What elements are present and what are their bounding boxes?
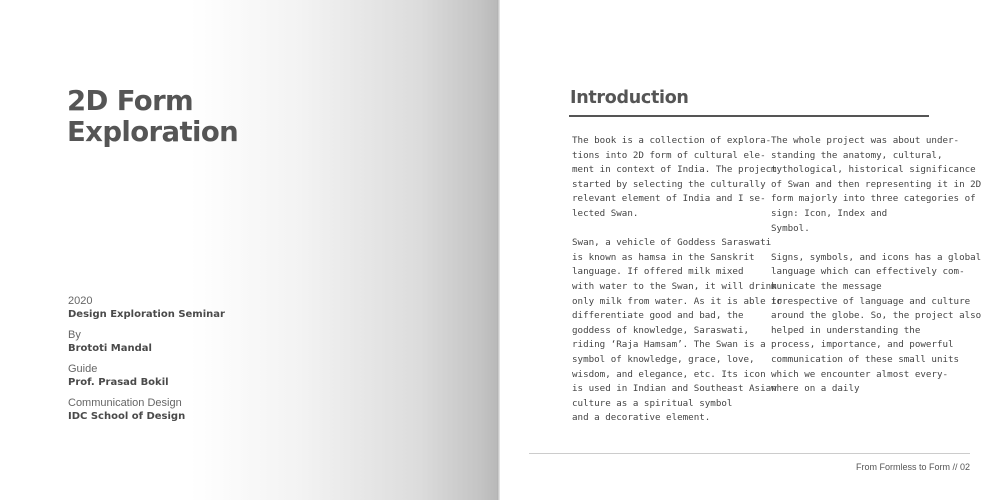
page-footer: From Formless to Form // 02 bbox=[855, 462, 970, 472]
text-line: Signs, symbols, and icons has a global bbox=[771, 251, 982, 263]
text-line: language. If offered milk mixed bbox=[572, 266, 744, 278]
text-line: mythological, historical significance bbox=[771, 164, 976, 176]
text-line: relevant element of India and I se- bbox=[572, 193, 766, 205]
text-line: communication of these small units bbox=[771, 353, 960, 365]
paragraph bbox=[572, 134, 777, 222]
text-line: is used in Indian and Southeast Asian bbox=[572, 383, 777, 395]
footer-divider bbox=[529, 453, 970, 454]
department-label: Communication Design bbox=[68, 397, 182, 409]
author-name: Brototi Mandal bbox=[68, 343, 152, 354]
text-line: riding ‘Raja Hamsam’. The Swan is a bbox=[572, 339, 766, 351]
text-line: helped in understanding the bbox=[771, 324, 921, 336]
text-line: culture as a spiritual symbol bbox=[572, 397, 733, 409]
text-line: started by selecting the culturally bbox=[572, 178, 766, 190]
seminar-name: Design Exploration Seminar bbox=[68, 309, 225, 320]
guide-name: Prof. Prasad Bokil bbox=[68, 377, 169, 388]
text-column-left bbox=[572, 134, 783, 426]
text-line: sign: Icon, Index and bbox=[771, 207, 888, 219]
text-line: and a decorative element. bbox=[572, 412, 711, 424]
text-line: symbol of knowledge, grace, love, bbox=[572, 353, 755, 365]
text-line: form majorly into three categories of bbox=[771, 193, 976, 205]
year-label: 2020 bbox=[68, 295, 93, 307]
paragraph bbox=[572, 236, 783, 426]
text-line: where on a daily bbox=[771, 383, 860, 395]
text-line: wisdom, and elegance, etc. Its icon bbox=[572, 368, 766, 380]
author-label: By bbox=[68, 329, 81, 341]
text-line: with water to the Swan, it will drink bbox=[572, 280, 777, 292]
text-line: Symbol. bbox=[771, 222, 810, 234]
text-line: is known as hamsa in the Sanskrit bbox=[572, 251, 755, 263]
text-line: language which can effectively com- bbox=[771, 266, 965, 278]
text-line: The whole project was about under- bbox=[771, 135, 960, 146]
section-heading: Introduction bbox=[570, 88, 689, 108]
text-line: differentiate good and bad, the bbox=[572, 310, 744, 322]
heading-underline bbox=[569, 115, 929, 117]
title-line: 2D Form bbox=[67, 85, 194, 117]
guide-label: Guide bbox=[68, 363, 98, 375]
text-line: of Swan and then representing it in 2D bbox=[771, 178, 982, 190]
text-line: Swan, a vehicle of Goddess Saraswati bbox=[572, 237, 772, 249]
paragraph bbox=[771, 134, 982, 236]
page-title bbox=[67, 86, 238, 148]
text-line: around the globe. So, the project also bbox=[771, 310, 982, 322]
text-line: irrespective of language and culture bbox=[771, 295, 971, 307]
text-line: The book is a collection of explora- bbox=[572, 135, 772, 146]
project-meta bbox=[68, 295, 368, 424]
text-line: municate the message bbox=[771, 280, 882, 292]
text-line: ment in context of India. The project bbox=[572, 164, 777, 176]
text-column-right bbox=[771, 134, 982, 397]
school-name: IDC School of Design bbox=[68, 411, 186, 422]
title-line: Exploration bbox=[67, 116, 239, 148]
text-line: which we encounter almost every- bbox=[771, 368, 949, 380]
left-page bbox=[0, 0, 498, 500]
text-line: standing the anatomy, cultural, bbox=[771, 149, 943, 161]
paragraph bbox=[771, 251, 982, 397]
text-line: process, importance, and powerful bbox=[771, 339, 954, 351]
text-line: goddess of knowledge, Saraswati, bbox=[572, 324, 750, 336]
text-line: tions into 2D form of cultural ele- bbox=[572, 149, 766, 161]
text-line: lected Swan. bbox=[572, 207, 639, 219]
text-line: only milk from water. As it is able to bbox=[572, 295, 783, 307]
